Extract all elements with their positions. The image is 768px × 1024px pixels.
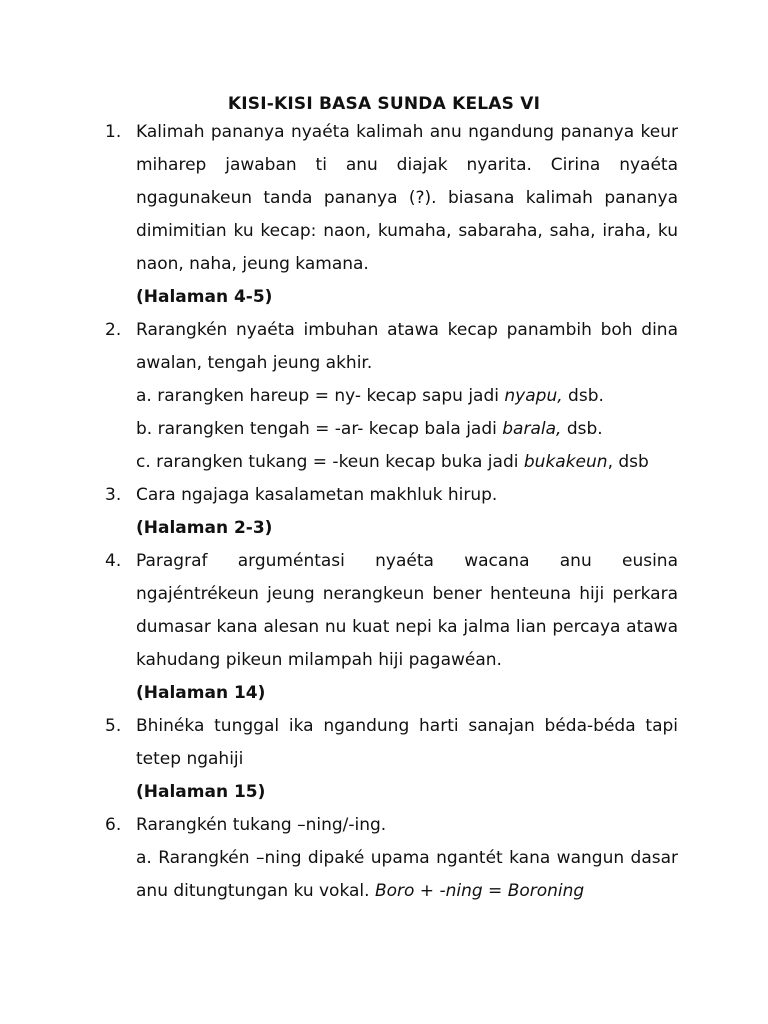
list-item-2 [105, 314, 678, 479]
list-item-4 [105, 545, 678, 710]
item-text: Bhinéka tunggal ika ngandung harti sanajan béda-béda tapi tetep ngahiji [136, 716, 678, 769]
sub-item-a [136, 380, 678, 413]
item-text: Cara ngajaga kasalametan makhluk hirup. [136, 485, 498, 505]
sub-item-text: a. rarangken hareup = ny- kecap sapu jadi [136, 386, 505, 406]
item-number: 3. [105, 485, 122, 505]
sub-item-suffix: , dsb [607, 452, 649, 472]
sub-item-text: c. rarangken tukang = -keun kecap buka jadi [136, 452, 524, 472]
sub-item-example: bukakeun [523, 452, 608, 472]
item-text: Kalimah pananya nyaéta kalimah anu ngandung pananya keur miharep jawaban ti anu diajak nyarita. Cirina nyaéta ngagunakeun tanda pananya (?). biasana kalimah pananya dimimitian ku kecap: naon, kumaha, sabaraha, saha, iraha, ku naon, naha, jeung kamana. [136, 122, 678, 274]
item-number: 2. [105, 320, 122, 340]
item-number: 4. [105, 551, 122, 571]
sub-item-example: barala, [502, 419, 562, 439]
list-item-3 [105, 479, 678, 545]
page-reference: (Halaman 15) [136, 782, 266, 802]
sub-item-text: b. rarangken tengah = -ar- kecap bala jadi [136, 419, 503, 439]
item-text: Paragraf arguméntasi nyaéta wacana anu eusina ngajéntrékeun jeung nerangkeun bener henteuna hiji perkara dumasar kana alesan nu kuat nepi ka jalma lian percaya atawa kahudang pikeun milampah hiji pagawéan. [136, 551, 678, 670]
item-text: Rarangkén nyaéta imbuhan atawa kecap panambih boh dina awalan, tengah jeung akhir. [136, 320, 678, 373]
item-text: Rarangkén tukang –ning/-ing. [136, 815, 387, 835]
page-reference: (Halaman 14) [136, 683, 266, 703]
list-item-1 [105, 116, 678, 314]
sub-item-text: a. Rarangkén –ning dipaké upama ngantét kana wangun dasar anu ditungtungan ku vokal. [136, 848, 678, 901]
sub-item-suffix: dsb. [561, 419, 603, 439]
page-reference: (Halaman 4-5) [136, 287, 273, 307]
list-item-5 [105, 710, 678, 809]
page-reference: (Halaman 2-3) [136, 518, 273, 538]
item-number: 1. [105, 122, 122, 142]
sub-item-c [136, 446, 678, 479]
sub-item-example: Boro + -ning = Boroning [374, 881, 585, 901]
sub-item-example: nyapu, [504, 386, 563, 406]
sub-item-suffix: dsb. [562, 386, 604, 406]
numbered-list [105, 116, 678, 908]
list-item-6 [105, 809, 678, 908]
item-number: 6. [105, 815, 122, 835]
sub-item-b [136, 413, 678, 446]
item-number: 5. [105, 716, 122, 736]
document-title: KISI-KISI BASA SUNDA KELAS VI [227, 94, 541, 114]
sub-item-a [136, 842, 678, 908]
